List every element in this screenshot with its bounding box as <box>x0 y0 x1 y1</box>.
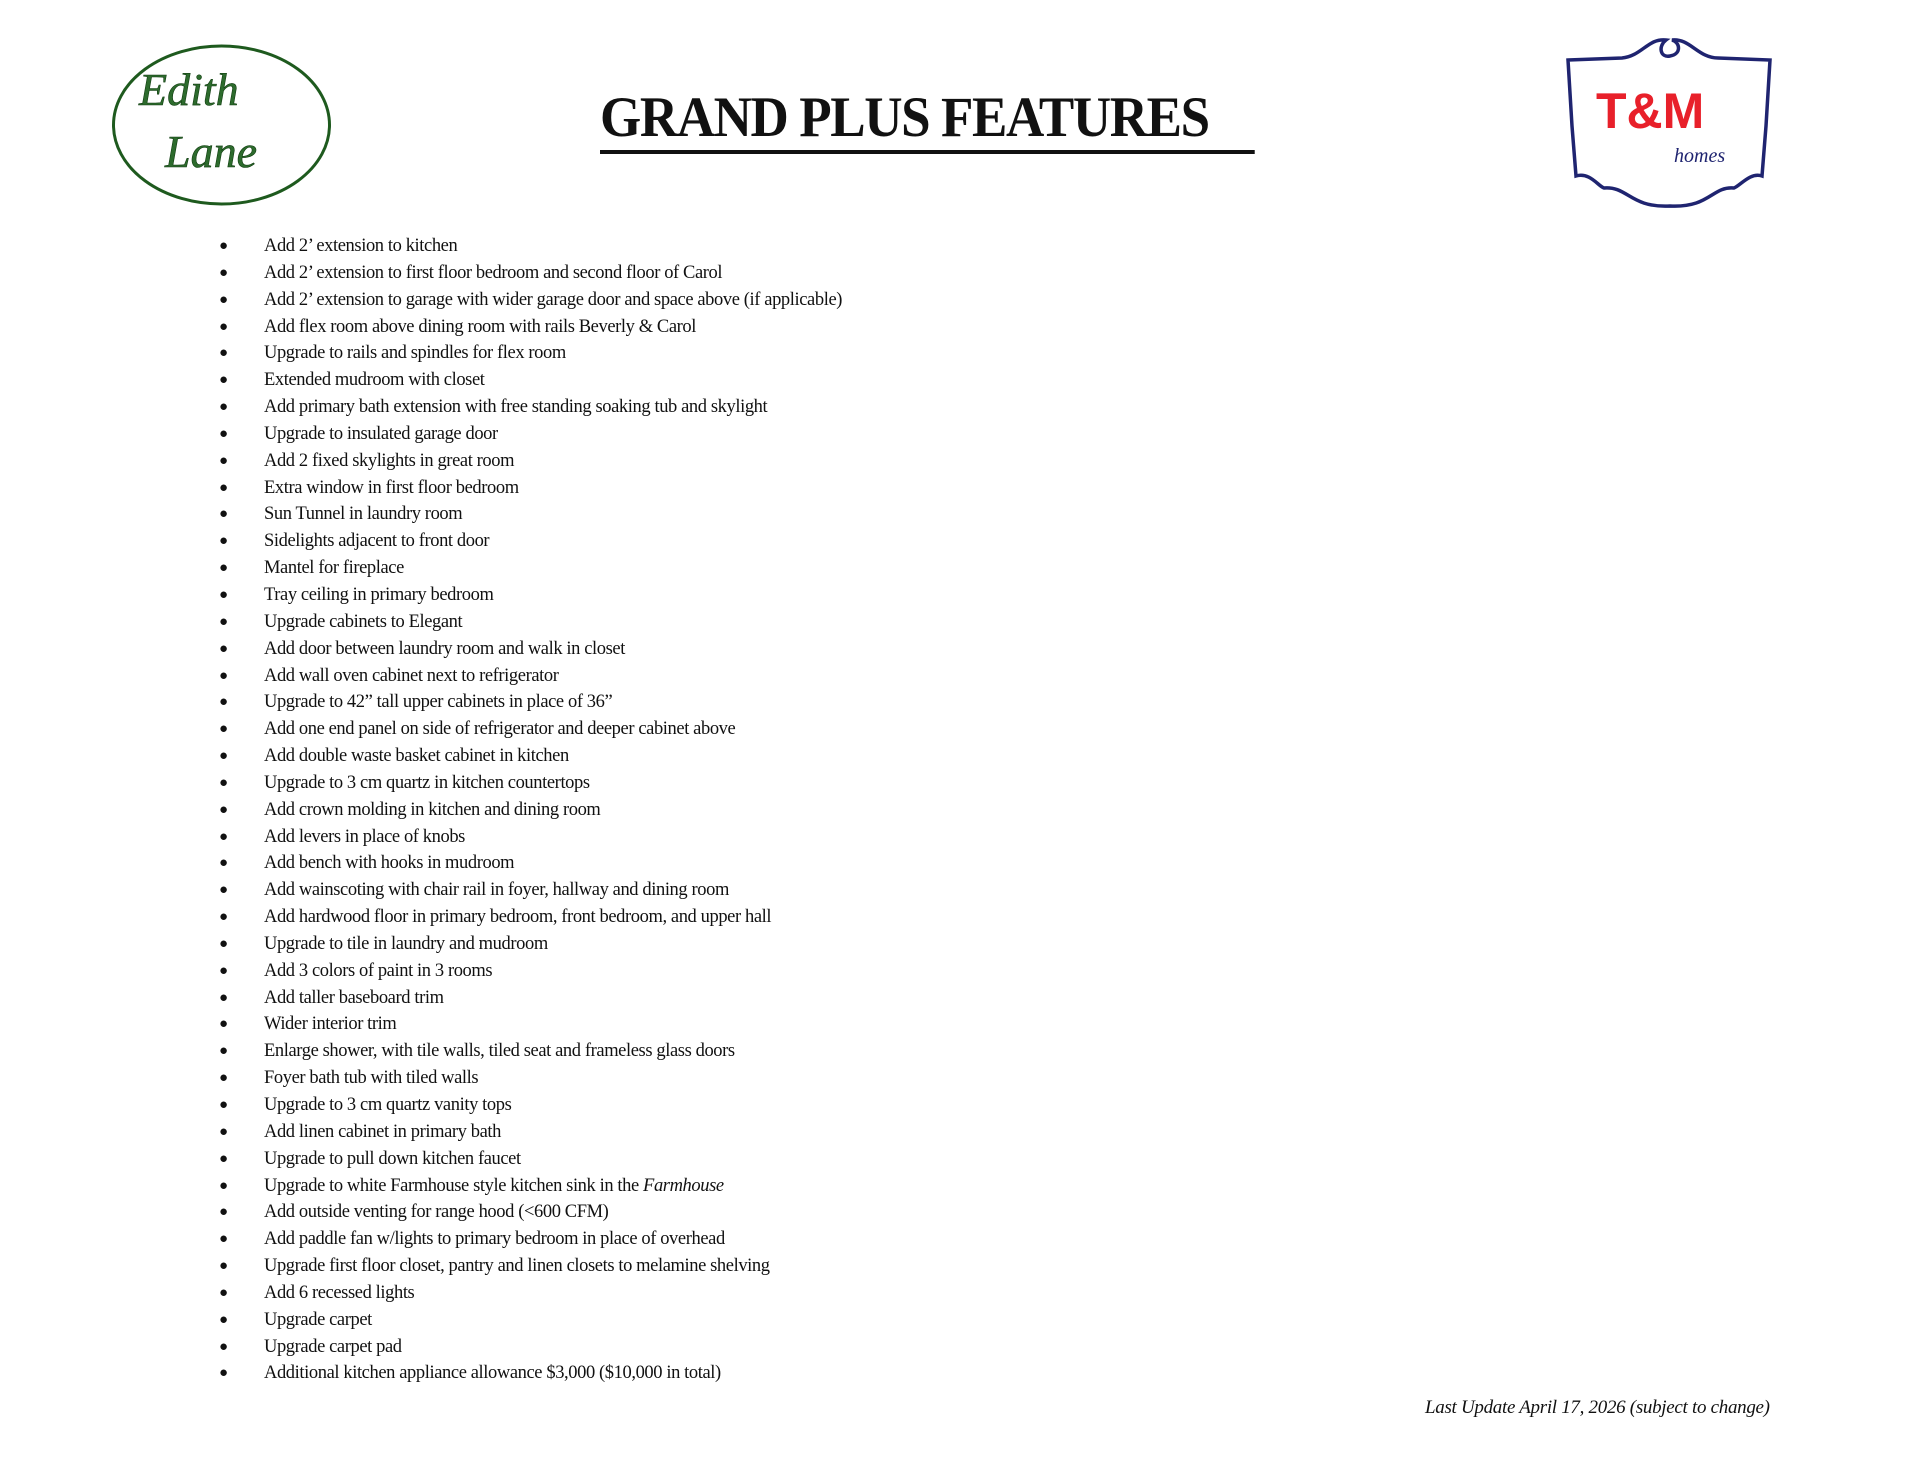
feature-text <box>264 716 735 743</box>
feature-text-main: Mantel for fireplace <box>264 558 404 579</box>
bullet-icon: ● <box>219 506 228 523</box>
feature-text-main: Add flex room above dining room with rails Beverly & Carol <box>264 316 697 337</box>
feature-text-main: Tray ceiling in primary bedroom <box>264 584 494 605</box>
feature-text-main: Add 2’ extension to garage with wider garage door and space above (if applicable) <box>264 289 843 310</box>
logo-text-lane: Lane <box>165 126 257 177</box>
bullet-icon: ● <box>219 560 228 577</box>
bullet-icon: ● <box>219 801 228 818</box>
feature-text <box>264 985 444 1012</box>
feature-text-main: Add wainscoting with chair rail in foyer, hallway and dining room <box>264 880 729 901</box>
bullet-icon: ● <box>219 1365 228 1382</box>
bullet-icon: ● <box>219 1070 228 1087</box>
bullet-icon: ● <box>219 452 228 469</box>
feature-text-main: Upgrade to pull down kitchen faucet <box>264 1148 521 1169</box>
bullet-icon: ● <box>219 372 228 389</box>
bullet-icon: ● <box>219 479 228 496</box>
feature-text-main: Add 2’ extension to kitchen <box>264 236 458 256</box>
feature-text-main: Upgrade carpet pad <box>264 1336 402 1357</box>
bullet-icon: ● <box>219 318 228 335</box>
feature-text-main: Enlarge shower, with tile walls, tiled seat and frameless glass doors <box>264 1041 735 1062</box>
feature-text-main: Add primary bath extension with free standing soaking tub and skylight <box>264 397 768 418</box>
feature-text <box>264 528 489 555</box>
bullet-icon: ● <box>219 1204 228 1221</box>
feature-text <box>264 689 612 716</box>
feature-text-main: Upgrade to 42” tall upper cabinets in place of 36” <box>264 692 613 713</box>
feature-text-main: Add outside venting for range hood (<600 CFM) <box>264 1202 609 1223</box>
feature-text <box>264 1173 724 1200</box>
feature-text <box>264 1253 770 1280</box>
feature-text <box>264 609 462 636</box>
feature-text-main: Upgrade carpet <box>264 1309 372 1330</box>
feature-text-main: Upgrade to insulated garage door <box>264 423 498 444</box>
bullet-icon: ● <box>219 291 228 308</box>
bullet-icon: ● <box>219 774 228 791</box>
feature-text-main: Add linen cabinet in primary bath <box>264 1121 501 1142</box>
bullet-icon: ● <box>219 425 228 442</box>
bullet-icon: ● <box>219 1177 228 1194</box>
feature-text-main: Add hardwood floor in primary bedroom, front bedroom, and upper hall <box>264 907 772 928</box>
feature-text-main: Upgrade to 3 cm quartz in kitchen countertops <box>264 772 590 793</box>
bullet-icon: ● <box>219 721 228 738</box>
feature-text <box>264 448 514 475</box>
feature-text <box>264 501 462 528</box>
bullet-icon: ● <box>219 694 228 711</box>
feature-text-main: Extended mudroom with closet <box>264 370 485 391</box>
feature-text-main: Add 2 fixed skylights in great room <box>264 450 515 471</box>
bullet-icon: ● <box>219 1231 228 1248</box>
feature-text-main: Add levers in place of knobs <box>264 826 465 847</box>
feature-text-main: Upgrade to tile in laundry and mudroom <box>264 933 548 954</box>
bullet-icon: ● <box>219 238 228 254</box>
feature-text <box>264 1226 725 1253</box>
feature-text <box>264 1011 396 1038</box>
bullet-icon: ● <box>219 855 228 872</box>
feature-text <box>264 1360 721 1387</box>
feature-text-main: Add double waste basket cabinet in kitchen <box>264 746 569 767</box>
feature-text <box>264 1307 372 1334</box>
feature-text-main: Sidelights adjacent to front door <box>264 531 490 552</box>
bullet-icon: ● <box>219 989 228 1006</box>
feature-text-main: Add door between laundry room and walk in closet <box>264 638 625 659</box>
bullet-icon: ● <box>219 399 228 416</box>
feature-text <box>264 850 514 877</box>
feature-text-main: Add one end panel on side of refrigerator and deeper cabinet above <box>264 719 736 740</box>
feature-text <box>264 233 457 260</box>
bullet-icon: ● <box>219 828 228 845</box>
feature-text <box>264 1199 608 1226</box>
logo-text-homes: homes <box>1674 145 1726 167</box>
bullet-icon: ● <box>219 533 228 550</box>
bullet-icon: ● <box>219 1258 228 1275</box>
feature-text <box>264 904 771 931</box>
tm-homes-logo <box>1562 36 1776 208</box>
feature-text-main: Add paddle fan w/lights to primary bedroom in place of overhead <box>264 1229 725 1250</box>
logo-text-edith: Edith <box>139 64 239 115</box>
feature-text-main: Add 2’ extension to first floor bedroom and second floor of Carol <box>264 262 723 283</box>
bullet-icon: ● <box>219 1311 228 1328</box>
bullet-icon: ● <box>219 882 228 899</box>
feature-text-main: Foyer bath tub with tiled walls <box>264 1068 479 1089</box>
bullet-icon: ● <box>219 1097 228 1113</box>
feature-text <box>264 475 519 502</box>
bullet-icon: ● <box>219 748 228 765</box>
feature-text <box>264 931 548 958</box>
feature-text <box>264 367 485 394</box>
feature-text <box>264 260 722 287</box>
bullet-icon: ● <box>219 667 228 684</box>
feature-text-main: Extra window in first floor bedroom <box>264 477 519 498</box>
feature-text-main: Add 6 recessed lights <box>264 1282 415 1303</box>
feature-text <box>264 1038 735 1065</box>
feature-text-main: Additional kitchen appliance allowance $3,000 ($10,000 in total) <box>264 1363 721 1384</box>
feature-text-main: Add taller baseboard trim <box>264 987 444 1008</box>
edith-lane-logo <box>111 43 332 207</box>
bullet-icon: ● <box>219 640 228 657</box>
feature-text-main: Add 3 colors of paint in 3 rooms <box>264 960 493 981</box>
feature-text <box>264 1065 478 1092</box>
feature-text <box>264 824 465 851</box>
feature-text <box>264 555 404 582</box>
feature-text <box>264 663 559 690</box>
bullet-icon: ● <box>219 613 228 630</box>
last-update-note: Last Update April 17, 2026 (subject to change) <box>1425 1397 1770 1418</box>
bullet-icon: ● <box>219 1284 228 1301</box>
feature-text <box>264 582 493 609</box>
feature-text <box>264 287 842 314</box>
bullet-icon: ● <box>219 1123 228 1140</box>
feature-text-main: Upgrade first floor closet, pantry and linen closets to melamine shelving <box>264 1256 770 1277</box>
feature-text <box>264 636 625 663</box>
feature-text-main: Upgrade cabinets to Elegant <box>264 611 463 632</box>
bullet-icon: ● <box>219 586 228 603</box>
feature-text <box>264 797 600 824</box>
feature-text <box>264 743 569 770</box>
feature-text <box>264 340 566 367</box>
bullet-icon: ● <box>219 935 228 952</box>
bullet-icon: ● <box>219 962 228 979</box>
feature-text-main: Add wall oven cabinet next to refrigerator <box>264 665 559 686</box>
feature-text <box>264 877 729 904</box>
bullet-icon: ● <box>219 1338 228 1355</box>
feature-text-main: Add crown molding in kitchen and dining room <box>264 799 601 820</box>
feature-text-main: Upgrade to white Farmhouse style kitchen sink in the <box>264 1175 644 1196</box>
bullet-icon: ● <box>219 909 228 926</box>
feature-text <box>264 770 590 797</box>
feature-text-main: Add bench with hooks in mudroom <box>264 853 515 874</box>
feature-text <box>264 1334 402 1361</box>
feature-text <box>264 421 498 448</box>
bullet-icon: ● <box>219 1150 228 1167</box>
page-title: GRAND PLUS FEATURES <box>600 86 1255 154</box>
feature-text <box>264 1119 501 1146</box>
feature-text-main: Sun Tunnel in laundry room <box>264 504 463 525</box>
feature-text-main: Wider interior trim <box>264 1014 397 1035</box>
feature-text-main: Upgrade to 3 cm quartz vanity tops <box>264 1095 512 1115</box>
bullet-icon: ● <box>219 1016 228 1033</box>
feature-text <box>264 958 492 985</box>
feature-text-emphasis: Farmhouse <box>643 1175 724 1196</box>
feature-text <box>264 1092 511 1119</box>
feature-text <box>264 1146 521 1173</box>
feature-text <box>264 394 767 421</box>
feature-text <box>264 1280 414 1307</box>
bullet-icon: ● <box>219 264 228 281</box>
bullet-icon: ● <box>219 345 228 362</box>
feature-text-main: Upgrade to rails and spindles for flex room <box>264 343 566 364</box>
feature-text <box>264 314 696 341</box>
bullet-icon: ● <box>219 1043 228 1060</box>
logo-text-tm: T&M <box>1596 83 1705 139</box>
